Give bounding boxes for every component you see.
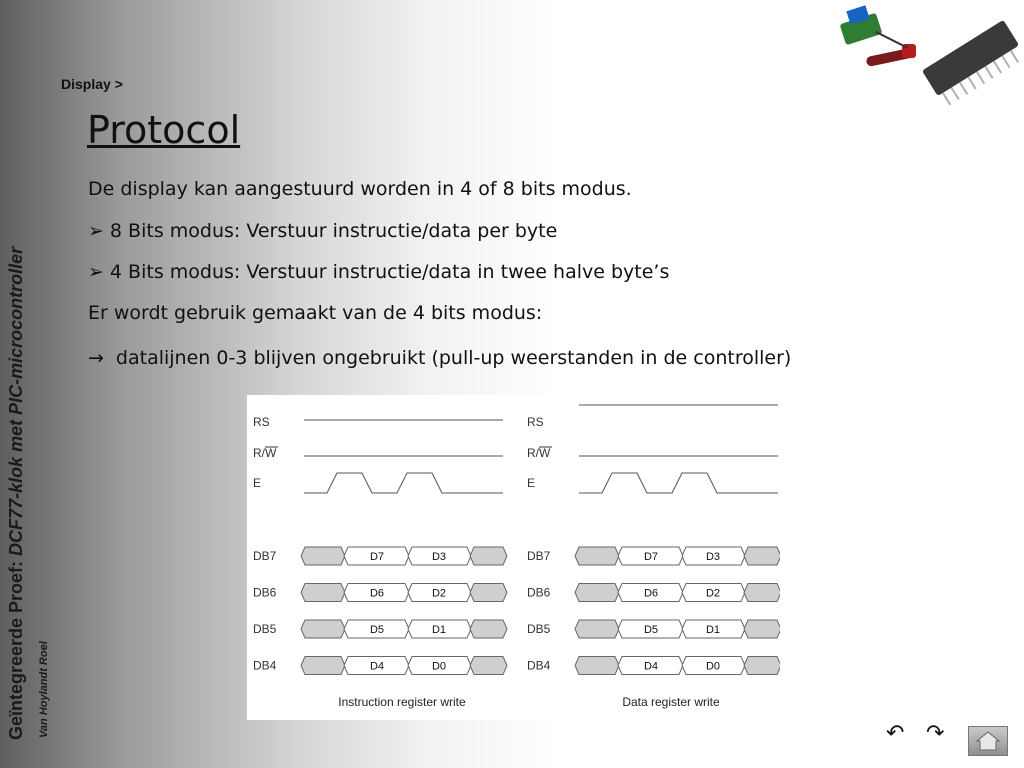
bus-idle-segment <box>301 547 345 565</box>
bus-bit-label: D6 <box>369 587 385 600</box>
home-button[interactable] <box>968 726 1008 756</box>
bus-bit-label: D1 <box>705 624 721 636</box>
bus-bit-label: D7 <box>643 551 659 563</box>
title-bold-part: Geïntegreerde Proef <box>6 566 26 740</box>
bus-idle-segment <box>470 584 507 602</box>
bus-idle-segment <box>470 620 507 638</box>
right-arrow-icon: → <box>88 347 104 369</box>
bus-idle-segment <box>301 584 345 602</box>
bus-bit-label: D0 <box>705 660 721 673</box>
bus-label-db4: DB4 <box>253 658 277 673</box>
line-5-text: datalijnen 0-3 blijven ongebruikt (pull-up weerstanden in de controller) <box>115 347 792 369</box>
arrowhead-bullet-icon: ➢ <box>88 220 104 242</box>
arrow-line <box>88 347 791 369</box>
undo-arrow-icon[interactable]: ↶ <box>886 720 905 745</box>
bus-idle-segment <box>575 620 619 638</box>
line-4-text: Er wordt gebruik gemaakt van de 4 bits modus: <box>88 302 543 324</box>
page-title: Protocol <box>87 108 241 152</box>
arrowhead-bullet-icon: ➢ <box>88 261 104 283</box>
bus-label-db6: DB6 <box>527 585 551 600</box>
bus-idle-segment <box>744 584 780 602</box>
timing-diagram-svg <box>247 395 780 720</box>
line-1-text: De display kan aangestuurd worden in 4 of 8 bits modus. <box>88 178 632 200</box>
data-timing-panel <box>527 405 778 493</box>
signal-label-e: E <box>527 476 536 490</box>
bus-bit-label: D0 <box>431 660 447 673</box>
timing-diagram <box>247 395 780 720</box>
breadcrumb[interactable]: Display > <box>61 76 123 92</box>
bus-bit-label: D3 <box>431 551 447 563</box>
hardware-photo <box>836 2 1022 118</box>
line-2-text: 8 Bits modus: Verstuur instructie/data per byte <box>109 220 558 242</box>
caption-data: Data register write <box>622 695 720 709</box>
line-3-text: 4 Bits modus: Verstuur instructie/data in twee halve byte’s <box>109 261 670 283</box>
bus-label-db5: DB5 <box>527 622 551 636</box>
bus-label-db7: DB7 <box>527 549 551 563</box>
body-line-1 <box>88 178 632 200</box>
bus-label-db5: DB5 <box>253 622 277 636</box>
pic-chip-image <box>922 20 1022 108</box>
bus-bit-label: D5 <box>369 624 385 636</box>
bus-idle-segment <box>575 584 619 602</box>
signal-label-rs: RS <box>527 415 544 429</box>
title-separator: : <box>6 555 26 567</box>
bus-label-db6: DB6 <box>253 585 277 600</box>
redo-arrow-icon[interactable]: ↷ <box>926 720 945 745</box>
bus-idle-segment <box>470 547 507 565</box>
body-line-4 <box>88 302 542 324</box>
bus-idle-segment <box>301 620 345 638</box>
bus-bit-label: D3 <box>705 551 721 563</box>
bus-bit-label: D1 <box>431 624 447 636</box>
signal-label-rw: R/W <box>527 446 551 460</box>
signal-label-rs: RS <box>253 415 270 429</box>
caption-instruction: Instruction register write <box>338 695 466 709</box>
bus-bit-label: D7 <box>369 551 385 563</box>
bus-label-db4: DB4 <box>527 658 551 673</box>
e-pulse-line <box>579 473 778 493</box>
home-icon <box>969 727 1007 755</box>
title-italic-part: DCF77-klok met PIC-microcontroller <box>6 246 26 556</box>
signal-label-rw: R/W <box>253 446 277 460</box>
instruction-timing-panel <box>253 415 503 493</box>
bus-idle-segment <box>575 547 619 565</box>
bus-bit-label: D2 <box>431 587 447 600</box>
bullet-8bit <box>88 220 557 242</box>
bus-bit-label: D5 <box>643 624 659 636</box>
receiver-module-image <box>840 5 917 67</box>
author-name: Van Hoylandt Roel <box>38 641 50 738</box>
bus-bit-label: D2 <box>705 587 721 600</box>
bus-idle-segment <box>744 657 780 675</box>
bus-idle-segment <box>301 657 345 675</box>
vertical-presentation-title <box>6 247 27 740</box>
e-pulse-line <box>304 473 503 493</box>
bus-idle-segment <box>575 657 619 675</box>
signal-label-e: E <box>253 476 262 490</box>
bus-bit-label: D4 <box>369 660 385 673</box>
bus-idle-segment <box>744 620 780 638</box>
bus-idle-segment <box>470 657 507 675</box>
bus-bit-label: D4 <box>643 660 659 673</box>
bus-label-db7: DB7 <box>253 549 277 563</box>
bullet-4bit <box>88 261 669 283</box>
bus-bit-label: D6 <box>643 587 659 600</box>
bus-idle-segment <box>744 547 780 565</box>
